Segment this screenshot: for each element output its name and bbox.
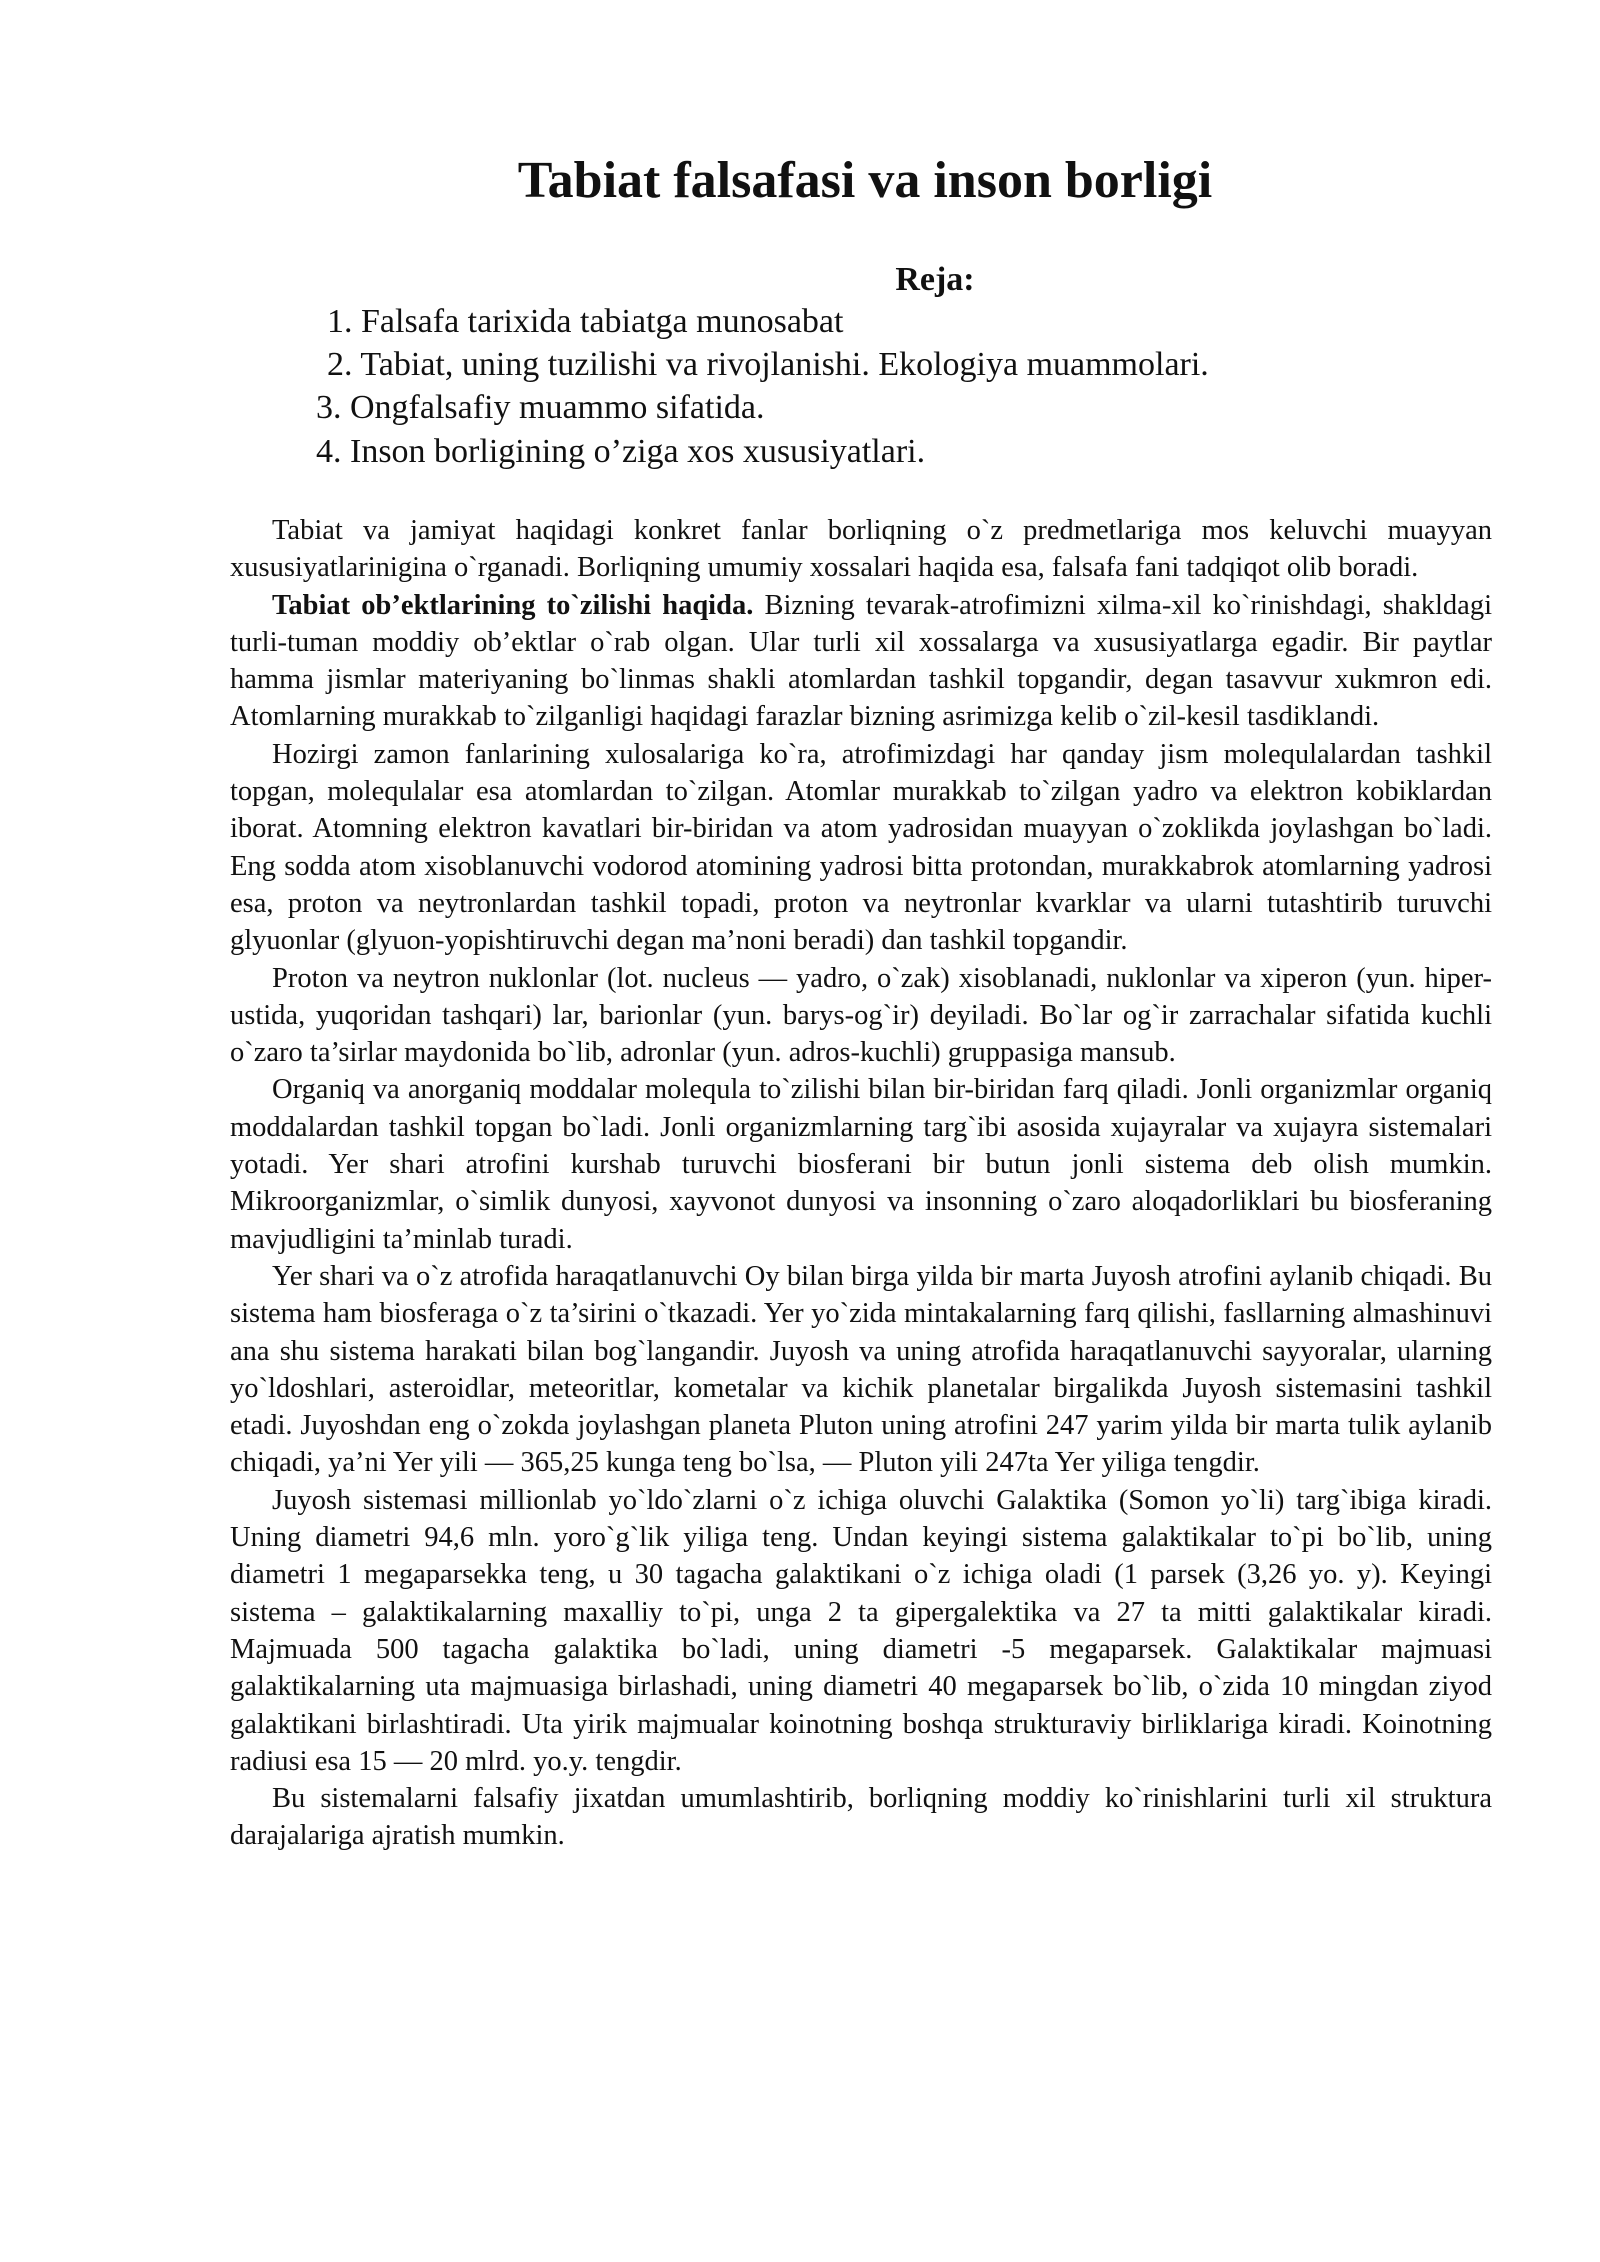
paragraph-3-text: Hozirgi zamon fanlarining xulosalariga ko`ra, atrofimizdagi har qanday jism molequlalardan tashkil topgan, molequlalar esa atomlardan to`zilgan. Atomlar murakkab to`zilgan yadro va elektron kobiklardan iborat. Atomning elektron kavatlari bir-biridan va atom yadrosidan muayyan o`zoklikda joylashgan bo`ladi. Eng sodda atom xisoblanuvchi vodorod atomining yadrosi bitta protondan, murakkabrok atomlarning yadrosi esa, proton va neytronlardan tashkil topadi, proton va neytronlar kvarklar va ularni tutashtirib turuvchi glyuonlar (glyuon-yopishtiruvchi degan ma’noni beradi) dan tashkil topgandir. [230, 738, 1492, 957]
paragraph-2-lead: Tabiat ob’ektlarining to`zilishi haqida. [272, 589, 754, 621]
paragraph-8 [230, 1780, 1492, 1855]
document-body [230, 512, 1492, 1855]
paragraph-5 [230, 1071, 1492, 1257]
plan-item-3: 3. Ongfalsafiy muammo sifatida. [316, 389, 765, 426]
paragraph-4-text: Proton va neytron nuklonlar (lot. nucleus — yadro, o`zak) xisoblanadi, nuklonlar va xiperon (yun. hiper-ustida, yuqoridan tashqari) lar, barionlar (yun. barys-og`ir) deyiladi. Bo`lar og`ir zarrachalar sifatida kuchli o`zaro ta’sirlar maydonida bo`lib, adronlar (yun. adros-kuchli) gruppasiga mansub. [230, 962, 1492, 1069]
paragraph-6-text: Yer shari va o`z atrofida haraqatlanuvchi Oy bilan birga yilda bir marta Juyosh atrofini aylanib chiqadi. Bu sistema ham biosferaga o`z ta’sirini o`tkazadi. Yer yo`zida mintakalarning farq qilishi, fasllarning almashinuvi ana shu sistema harakati bilan bog`langandir. Juyosh va uning atrofida haraqatlanuvchi sayyoralar, ularning yo`ldoshlari, asteroidlar, meteoritlar, kometalar va kichik planetalar birgalikda Juyosh sistemasini tashkil etadi. Juyoshdan eng o`zokda joylashgan planeta Pluton uning atrofini 247 yarim yilda bir marta tulik aylanib chiqadi, ya’ni Yer yili — 365,25 kunga teng bo`lsa, — Pluton yili 247ta Yer yiliga tengdir. [230, 1260, 1492, 1479]
paragraph-6 [230, 1258, 1492, 1482]
paragraph-7-text: Juyosh sistemasi millionlab yo`ldo`zlarni o`z ichiga oluvchi Galaktika (Somon yo`li) targ`ibiga kiradi. Uning diametri 94,6 mln. yoro`g`lik yiliga teng. Undan keyingi sistema galaktikalar to`pi bo`lib, uning diametri 1 megaparsekka teng, u 30 tagacha galaktikani o`z ichiga oladi (1 parsek (3,26 yo. y). Keyingi sistema – galaktikalarning maxalliy to`pi, unga 2 ta gipergalektika va 27 ta mitti galaktikalar kiradi. Majmuada 500 tagacha galaktika bo`ladi, uning diametri -5 megaparsek. Galaktikalar majmuasi galaktikalarning uta majmuasiga birlashadi, uning diametri 40 megaparsek bo`lib, o`zida 10 mingdan ziyod galaktikani birlashtiradi. Uta yirik majmualar koinotning boshqa strukturaviy birliklariga kiradi. Koinotning radiusi esa 15 — 20 mlrd. yo.y. tengdir. [230, 1484, 1492, 1777]
plan-item-2: 2. Tabiat, uning tuzilishi va rivojlanishi. Ekologiya muammolari. [327, 346, 1209, 383]
document-title: Tabiat falsafasi va inson borligi [517, 152, 1213, 209]
paragraph-7 [230, 1482, 1492, 1780]
paragraph-2-text: Bizning tevarak-atrofimizni xilma-xil ko`rinishdagi, shakldagi turli-tuman moddiy ob’ektlar o`rab olgan. Ular turli xil xossalarga va xususiyatlarga egadir. Bir paytlar hamma jismlar materiyaning bo`linmas shakli atomlardan tashkil topgandir, degan tasavvur xukmron edi. Atomlarning murakkab to`zilganligi haqidagi farazlar bizning asrimizga kelib o`zil-kesil tasdiklandi. [230, 589, 1492, 733]
paragraph-2 [230, 587, 1492, 736]
plan-item-4: 4. Inson borligining o’ziga xos xususiyatlari. [316, 433, 926, 470]
paragraph-1 [230, 512, 1492, 587]
paragraph-1-text: Tabiat va jamiyat haqidagi konkret fanlar borliqning o`z predmetlariga mos keluvchi muayyan xususiyatlarinigina o`rganadi. Borliqning umumiy xossalari haqida esa, falsafa fani tadqiqot olib boradi. [230, 515, 1492, 584]
paragraph-4 [230, 960, 1492, 1072]
plan-item-1: 1. Falsafa tarixida tabiatga munosabat [327, 303, 844, 340]
paragraph-8-text: Bu sistemalarni falsafiy jixatdan umumlashtirib, borliqning moddiy ko`rinishlarini turli xil struktura darajalariga ajratish mumkin. [230, 1783, 1492, 1852]
paragraph-5-text: Organiq va anorganiq moddalar molequla to`zilishi bilan bir-biridan farq qiladi. Jonli organizmlar organiq moddalardan tashkil topgan bo`ladi. Jonli organizmlarning targ`ibi asosida xujayralar va xujayra sistemalari yotadi. Yer shari atrofini kurshab turuvchi biosferani bir butun jonli sistema deb olish mumkin. Mikroorganizmlar, o`simlik dunyosi, xayvonot dunyosi va insonning o`zaro aloqadorliklari bu biosferaning mavjudligini ta’minlab turadi. [230, 1074, 1492, 1255]
paragraph-3 [230, 736, 1492, 960]
plan-heading: Reja: [895, 261, 975, 298]
